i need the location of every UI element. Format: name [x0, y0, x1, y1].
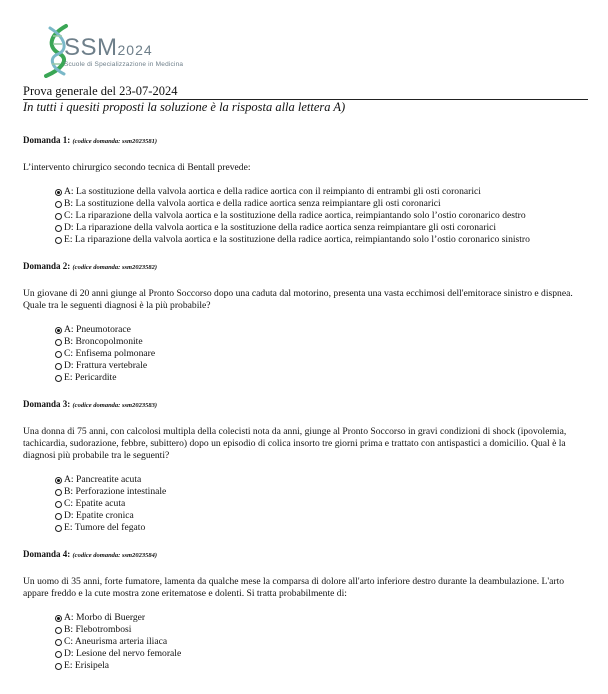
option-label: E: La riparazione della valvola aortica e la sostituzione della radice aortica, reimpiantando solo l’ostio coronarico sinistro	[64, 234, 530, 245]
radio-icon[interactable]	[55, 663, 62, 670]
answer-option-b[interactable]	[55, 198, 588, 210]
option-label: C: Enfisema polmonare	[64, 348, 156, 359]
answer-option-d[interactable]	[55, 510, 588, 522]
option-label: D: La riparazione della valvola aortica e la sostituzione della radice aortica senza reimpiantare gli osti coronarici	[64, 222, 497, 233]
radio-icon[interactable]	[55, 201, 62, 208]
answer-option-a[interactable]	[55, 474, 588, 486]
radio-icon[interactable]	[55, 513, 62, 520]
question-text: Una donna di 75 anni, con calcolosi multipla della colecisti nota da anni, giunge al Pronto Soccorso in gravi condizioni di shock (ipovolemia, tachicardia, sudorazione, febbre, subittero) dopo un episodio di colica insorto tre giorni prima e trattato con antispastici a domicilio. Qual è la diagnosi più probabile tra le seguenti?	[23, 426, 567, 461]
logo-subtitle: Scuole di Specializzazione in Medicina	[64, 61, 184, 68]
answer-options	[55, 186, 588, 246]
radio-icon[interactable]	[55, 225, 62, 232]
question-code: (codice domanda: ssm2023581)	[72, 138, 158, 145]
option-label: C: Epatite acuta	[64, 498, 126, 509]
option-label: B: La sostituzione della valvola aortica e della radice aortica senza reimpiantare gli osti coronarici	[64, 198, 441, 209]
radio-icon[interactable]	[55, 639, 62, 646]
answer-option-b[interactable]	[55, 624, 588, 636]
answer-option-c[interactable]	[55, 636, 588, 648]
answer-option-c[interactable]	[55, 498, 588, 510]
radio-icon[interactable]	[55, 351, 62, 358]
radio-icon[interactable]	[55, 501, 62, 508]
question-text: Un uomo di 35 anni, forte fumatore, lamenta da qualche mese la comparsa di dolore all'arto inferiore destro durante la deambulazione. L'arto appare freddo e la cute mostra zone eritematose e dolenti. Si tratta probabilmente di:	[23, 576, 565, 599]
question-label: Domanda 2:	[23, 261, 71, 271]
answer-option-a[interactable]	[55, 324, 588, 336]
radio-icon[interactable]	[55, 525, 62, 532]
radio-icon[interactable]	[55, 651, 62, 658]
answer-option-d[interactable]	[55, 222, 588, 234]
option-label: C: Aneurisma arteria iliaca	[64, 636, 168, 647]
option-label: D: Frattura vertebrale	[64, 360, 148, 371]
question-2	[23, 260, 588, 384]
answer-option-d[interactable]	[55, 648, 588, 660]
question-code: (codice domanda: ssm2023584)	[72, 552, 158, 559]
logo-year: 2024	[117, 42, 153, 58]
questions-list	[23, 134, 588, 686]
answer-option-d[interactable]	[55, 360, 588, 372]
answer-option-c[interactable]	[55, 348, 588, 360]
question-text: L’intervento chirurgico secondo tecnica di Bentall prevede:	[23, 162, 251, 173]
radio-icon[interactable]	[55, 363, 62, 370]
radio-selected-icon[interactable]	[55, 477, 62, 484]
answer-option-b[interactable]	[55, 486, 588, 498]
radio-icon[interactable]	[55, 213, 62, 220]
radio-selected-icon[interactable]	[55, 615, 62, 622]
answer-option-e[interactable]	[55, 372, 588, 384]
answer-option-a[interactable]	[55, 612, 588, 624]
option-label: D: Lesione del nervo femorale	[64, 648, 182, 659]
option-label: C: La riparazione della valvola aortica e la sostituzione della radice aortica, reimpiantando solo l’ostio coronarico destro	[64, 210, 526, 221]
option-label: A: Pneumotorace	[64, 324, 131, 335]
answer-options	[55, 474, 588, 534]
option-label: E: Pericardite	[64, 372, 117, 383]
option-label: A: La sostituzione della valvola aortica e della radice aortica con il reimpianto di entrambi gli osti coronarici	[64, 186, 481, 197]
question-label: Domanda 3:	[23, 399, 71, 409]
question-1	[23, 134, 588, 246]
question-label: Domanda 1:	[23, 135, 71, 145]
page-title: Prova generale del 23-07-2024	[23, 84, 178, 98]
radio-icon[interactable]	[55, 627, 62, 634]
answer-options	[55, 324, 588, 384]
radio-icon[interactable]	[55, 339, 62, 346]
question-4	[23, 548, 588, 672]
radio-selected-icon[interactable]	[55, 189, 62, 196]
logo-main-text: SSM	[64, 34, 118, 61]
document-header	[23, 84, 588, 114]
option-label: A: Pancreatite acuta	[64, 474, 142, 485]
question-label: Domanda 4:	[23, 549, 71, 559]
answer-option-e[interactable]	[55, 522, 588, 534]
answer-option-b[interactable]	[55, 336, 588, 348]
answer-option-a[interactable]	[55, 186, 588, 198]
page-subtitle: In tutti i quesiti proposti la soluzione è la risposta alla lettera A)	[23, 100, 346, 114]
option-label: E: Tumore del fegato	[64, 522, 146, 533]
option-label: D: Epatite cronica	[64, 510, 134, 521]
ssm-logo	[40, 22, 220, 78]
question-code: (codice domanda: ssm2023582)	[72, 264, 158, 271]
radio-selected-icon[interactable]	[55, 327, 62, 334]
question-3	[23, 398, 588, 534]
answer-option-c[interactable]	[55, 210, 588, 222]
answer-options	[55, 612, 588, 672]
question-text: Un giovane di 20 anni giunge al Pronto Soccorso dopo una caduta dal motorino, presenta una vasta ecchimosi dell'emitorace sinistro e dispnea. Quale tra le seguenti diagnosi è la più probabile?	[23, 288, 573, 311]
radio-icon[interactable]	[55, 237, 62, 244]
question-code: (codice domanda: ssm2023583)	[72, 402, 158, 409]
radio-icon[interactable]	[55, 375, 62, 382]
option-label: B: Perforazione intestinale	[64, 486, 167, 497]
option-label: B: Flebotrombosi	[64, 624, 132, 635]
option-label: E: Erisipela	[64, 660, 110, 671]
option-label: B: Broncopolmonite	[64, 336, 143, 347]
answer-option-e[interactable]	[55, 234, 588, 246]
option-label: A: Morbo di Buerger	[64, 612, 146, 623]
radio-icon[interactable]	[55, 489, 62, 496]
answer-option-e[interactable]	[55, 660, 588, 672]
